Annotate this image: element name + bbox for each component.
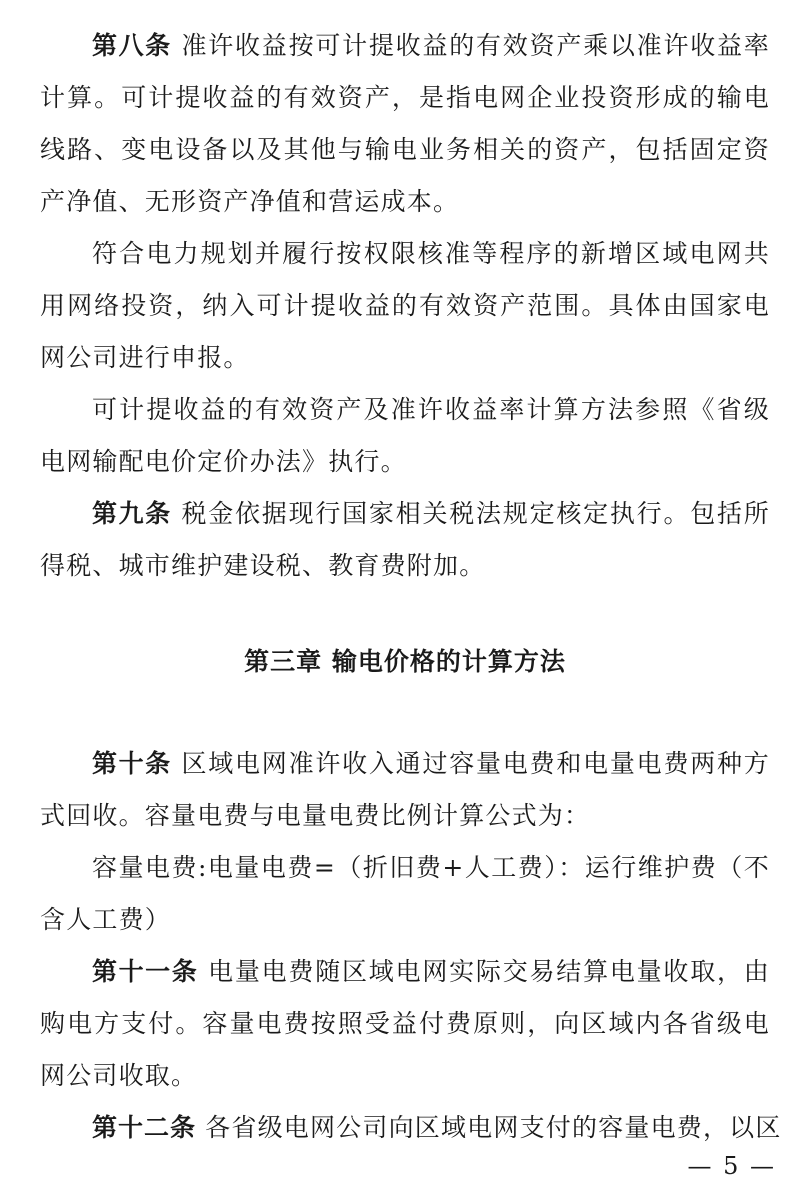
article-10-text: 区域电网准许收入通过容量电费和电量电费两种方式回收。容量电费与电量电费比例计算公式为：: [40, 749, 770, 830]
article-10-paragraph: [40, 738, 770, 842]
page-number: — 5 —: [687, 1152, 776, 1180]
article-9-title: 第九条: [92, 499, 172, 528]
article-8-title: 第八条: [92, 31, 172, 60]
formula-paragraph: 容量电费:电量电费=（折旧费+人工费）：运行维护费（不含人工费）: [40, 853, 770, 934]
chapter-title: 第三章 输电价格的计算方法: [244, 647, 566, 676]
article-9-text: 税金依据现行国家相关税法规定核定执行。包括所得税、城市维护建设税、教育费附加。: [40, 499, 770, 580]
paragraph-return-rate: 可计提收益的有效资产及准许收益率计算方法参照《省级电网输配电价定价办法》执行。: [40, 395, 770, 476]
paragraph-new-investment: 符合电力规划并履行按权限核准等程序的新增区域电网共用网络投资，纳入可计提收益的有效资产范围。具体由国家电网公司进行申报。: [40, 239, 770, 372]
article-11-paragraph: [40, 946, 770, 1102]
article-10-title: 第十条: [92, 749, 172, 778]
article-12-title: 第十二条: [92, 1113, 197, 1142]
article-8-paragraph: [40, 20, 770, 228]
article-8-text: 准许收益按可计提收益的有效资产乘以准许收益率计算。可计提收益的有效资产，是指电网企业投资形成的输电线路、变电设备以及其他与输电业务相关的资产，包括固定资产净值、无形资产净值和营运成本。: [40, 31, 770, 216]
article-11-title: 第十一条: [92, 957, 199, 986]
article-9-paragraph: [40, 488, 770, 592]
article-12-text: 各省级电网公司向区域电网支付的容量电费，以区: [205, 1113, 782, 1142]
article-12-paragraph: [40, 1102, 782, 1154]
article-11-text: 电量电费随区域电网实际交易结算电量收取，由购电方支付。容量电费按照受益付费原则，向区域内各省级电网公司收取。: [40, 957, 770, 1090]
